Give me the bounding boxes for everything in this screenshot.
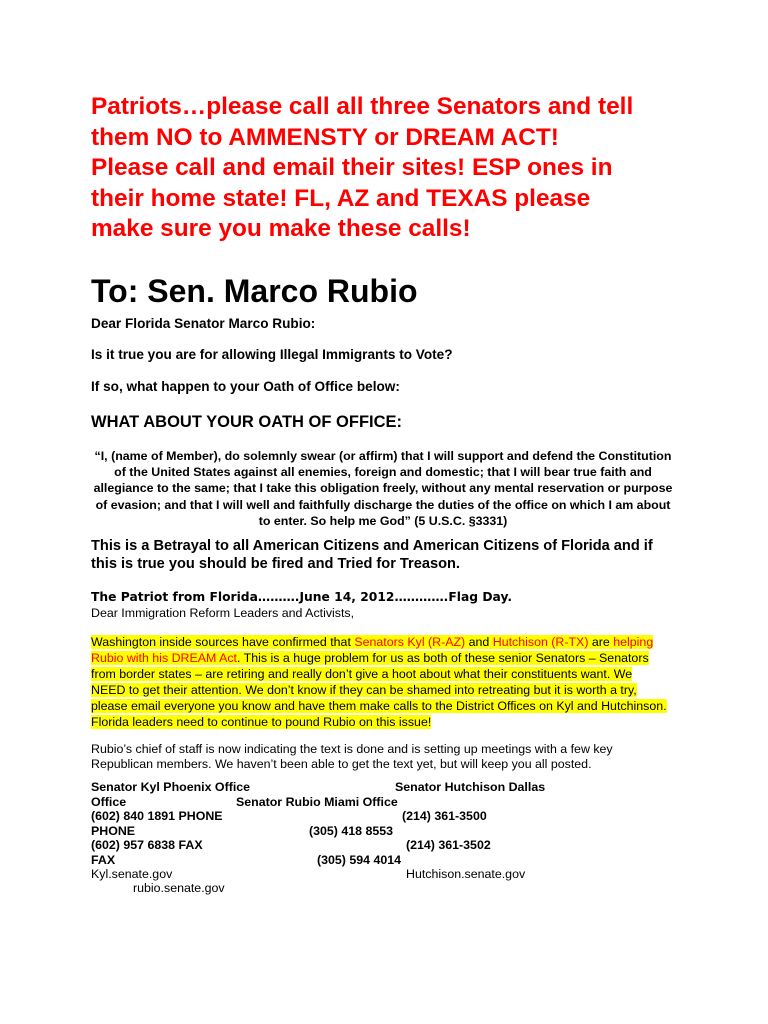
kyl-fax: (602) 957 6838 FAX <box>91 838 203 852</box>
headline-line: their home state! FL, AZ and TEXAS please <box>91 184 591 212</box>
kyl-office-label: Senator Kyl Phoenix Office <box>91 780 251 794</box>
hutchison-mention: Hutchison (R-TX) <box>492 635 589 649</box>
signoff-line: The Patriot from Florida……….June 14, 2012………….Flag Day. <box>91 590 513 604</box>
red-headline <box>91 92 691 245</box>
headline-line: them NO to AMMENSTY or DREAM ACT! <box>91 123 559 151</box>
salutation: Dear Florida Senator Marco Rubio: <box>91 316 316 331</box>
rubio-website: rubio.senate.gov <box>133 881 225 895</box>
fax-word: FAX <box>91 853 116 867</box>
question-line: Is it true you are for allowing Illegal Immigrants to Vote? <box>91 347 453 362</box>
headline-line: make sure you make these calls! <box>91 215 471 243</box>
highlight-line <box>91 650 667 666</box>
headline-line: Patriots…please call all three Senators and tell <box>91 93 634 120</box>
highlight-text: NEED to get their attention. We don’t know if they can be shamed into retreating but it is worth a try, <box>91 683 637 697</box>
hutchison-phone: (214) 361-3500 <box>402 809 487 823</box>
hutchison-fax: (214) 361-3502 <box>406 838 491 852</box>
highlight-text: and <box>465 635 493 649</box>
rubio-phone: (305) 418 8553 <box>309 824 394 838</box>
hutchison-office-label: Senator Hutchison Dallas <box>395 780 546 794</box>
oath-line: to enter. So help me God” (5 U.S.C. §3331) <box>258 513 508 528</box>
betrayal-line: this is true you should be fired and Tried for Treason. <box>91 556 460 572</box>
staff-paragraph <box>91 742 613 772</box>
staff-line: Republican members. We haven’t been able to get the text yet, but will keep you all posted. <box>91 757 592 772</box>
highlight-text: from border states – are retiring and really don’t give a hoot about what their constituents want. We <box>91 667 633 681</box>
highlighted-paragraph <box>91 634 667 730</box>
oath-heading: WHAT ABOUT YOUR OATH OF OFFICE: <box>91 413 403 431</box>
hutchison-website: Hutchison.senate.gov <box>406 867 526 881</box>
highlight-text: please email everyone you know and have them make calls to the District Offices on Kyl and Hutchinson. <box>91 699 667 713</box>
betrayal-paragraph <box>91 537 653 573</box>
kyl-phone: (602) 840 1891 PHONE <box>91 809 223 823</box>
oath-line: of the United States against all enemies, foreign and domestic; that I will bear true faith and <box>114 465 652 480</box>
office-word: Office <box>91 795 127 809</box>
headline-line: Please call and email their sites! ESP ones in <box>91 154 613 182</box>
to-heading: To: Sen. Marco Rubio <box>91 273 418 309</box>
betrayal-line: This is a Betrayal to all American Citizens and American Citizens of Florida and if <box>91 538 653 554</box>
kyl-mention: Senators Kyl (R-AZ) <box>354 635 466 649</box>
oath-line: of evasion; and that I will well and faithfully discharge the duties of the office on which I am about <box>95 497 671 512</box>
phone-word: PHONE <box>91 824 136 838</box>
highlight-line <box>91 682 667 698</box>
highlight-text: Florida leaders need to continue to pound Rubio on this issue! <box>91 715 432 729</box>
highlight-text: are <box>588 635 614 649</box>
highlight-line <box>91 714 667 730</box>
highlight-line <box>91 698 667 714</box>
helping-text: helping <box>613 635 654 649</box>
staff-line: Rubio’s chief of staff is now indicating the text is done and is setting up meetings with a few key <box>91 742 613 756</box>
rubio-office-label: Senator Rubio Miami Office <box>236 795 398 809</box>
oath-quote <box>86 448 680 529</box>
kyl-website: Kyl.senate.gov <box>91 867 173 881</box>
oath-line: allegiance to the same; that I take this obligation freely, without any mental reservation or purpose <box>93 481 673 496</box>
followup-line: If so, what happen to your Oath of Office below: <box>91 379 400 394</box>
highlight-text: . This is a huge problem for us as both of these senior Senators – Senators <box>236 651 649 665</box>
highlight-line <box>91 666 667 682</box>
oath-line: “I, (name of Member), do solemnly swear (or affirm) that I will support and defend the Constitution <box>94 449 672 463</box>
rubio-fax: (305) 594 4014 <box>317 853 402 867</box>
highlight-line <box>91 634 667 650</box>
dream-act-mention: Rubio with his DREAM Act <box>91 651 237 665</box>
memo-greeting: Dear Immigration Reform Leaders and Activists, <box>91 606 355 620</box>
highlight-text: Washington inside sources have confirmed that <box>91 635 355 649</box>
